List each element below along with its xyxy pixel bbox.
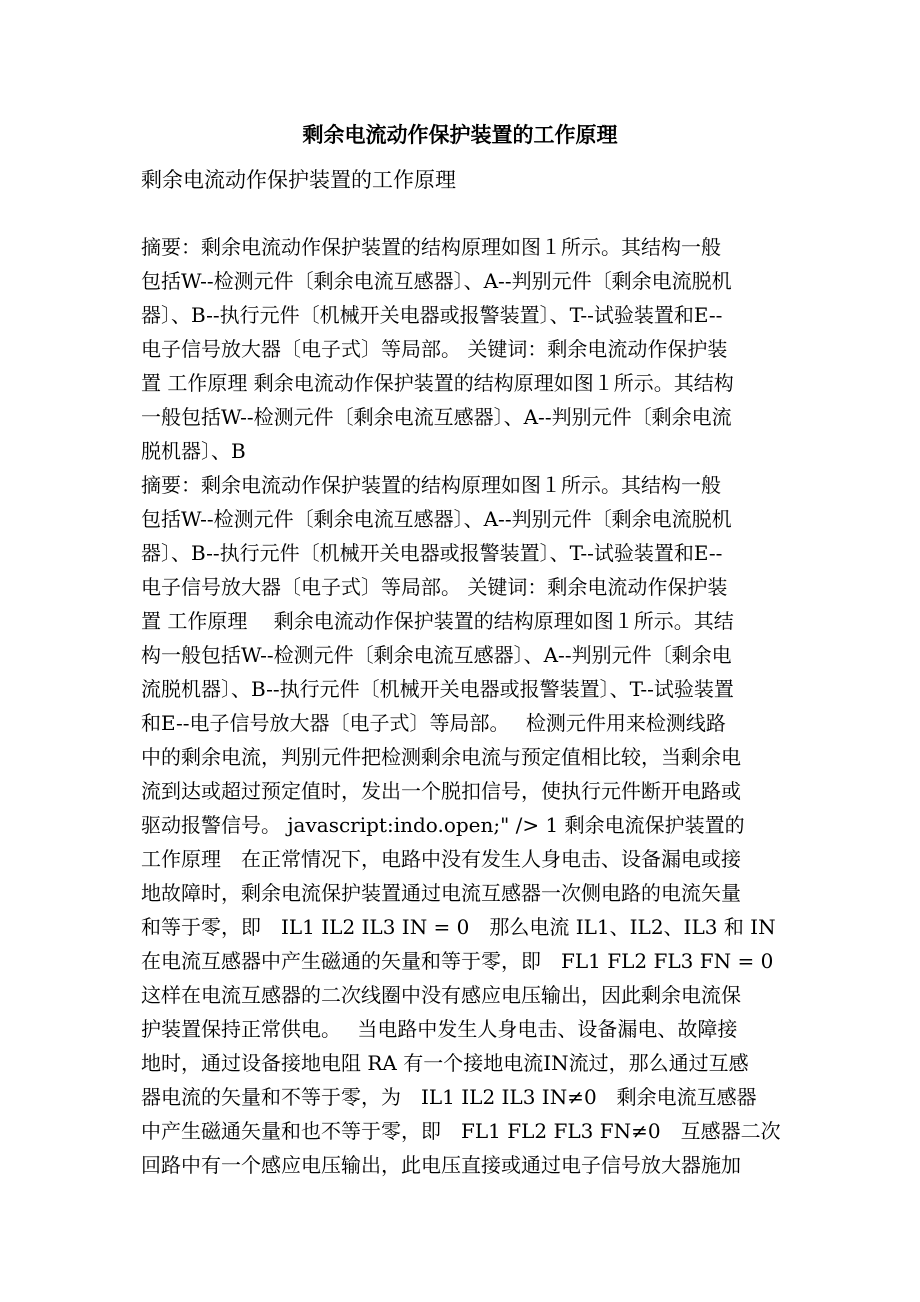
text-line: 器〕、B--执行元件〔机械开关电器或报警装置〕、T--试验装置和E--	[141, 541, 723, 565]
text-line: 一般包括W--检测元件〔剩余电流互感器〕、A--判别元件〔剩余电流	[141, 405, 732, 429]
text-line: 包括W--检测元件〔剩余电流互感器〕、A--判别元件〔剩余电流脱机	[141, 269, 732, 293]
text-line: 流脱机器〕、B--执行元件〔机械开关电器或报警装置〕、T--试验装置	[141, 677, 734, 701]
text-line: 摘要：剩余电流动作保护装置的结构原理如图１所示。其结构一般	[141, 235, 721, 259]
text-line: 脱机器〕、B	[141, 439, 246, 463]
text-line: 置 工作原理 剩余电流动作保护装置的结构原理如图１所示。其结	[141, 609, 734, 633]
text-line: 包括W--检测元件〔剩余电流互感器〕、A--判别元件〔剩余电流脱机	[141, 507, 732, 531]
text-line: 回路中有一个感应电压输出，此电压直接或通过电子信号放大器施加	[141, 1153, 741, 1177]
text-line: 电子信号放大器〔电子式〕等局部。 关键词：剩余电流动作保护装	[141, 337, 728, 361]
text-line: 流到达或超过预定值时，发出一个脱扣信号，使执行元件断开电路或	[141, 779, 741, 803]
abstract-paragraph-1	[141, 230, 791, 468]
document-title: 剩余电流动作保护装置的工作原理	[302, 122, 618, 147]
text-line: 中产生磁通矢量和也不等于零，即 FL1 FL2 FL3 FN≠0 互感器二次	[141, 1119, 781, 1143]
document-subtitle: 剩余电流动作保护装置的工作原理	[141, 168, 456, 192]
text-line: 这样在电流互感器的二次线圈中没有感应电压输出，因此剩余电流保	[141, 983, 741, 1007]
text-line: 护装置保持正常供电。 当电路中发生人身电击、设备漏电、故障接	[141, 1017, 738, 1041]
text-line: 在电流互感器中产生磁通的矢量和等于零，即 FL1 FL2 FL3 FN = 0	[141, 949, 774, 973]
text-line: 和E--电子信号放大器〔电子式〕等局部。 检测元件用来检测线路	[141, 711, 726, 735]
text-line: 地时，通过设备接地电阻 RA 有一个接地电流IN流过，那么通过互感	[141, 1051, 749, 1075]
text-line: 驱动报警信号。 javascript:indo.open;" /> 1 剩余电流保护装置的	[141, 813, 745, 837]
text-line: 电子信号放大器〔电子式〕等局部。 关键词：剩余电流动作保护装	[141, 575, 728, 599]
text-line: 置 工作原理 剩余电流动作保护装置的结构原理如图１所示。其结构	[141, 371, 734, 395]
text-line: 器电流的矢量和不等于零，为 IL1 IL2 IL3 IN≠0 剩余电流互感器	[141, 1085, 757, 1109]
text-line: 摘要：剩余电流动作保护装置的结构原理如图１所示。其结构一般	[141, 473, 721, 497]
text-line: 工作原理 在正常情况下，电路中没有发生人身电击、设备漏电或接	[141, 847, 741, 871]
text-line: 中的剩余电流，判别元件把检测剩余电流与预定值相比较，当剩余电	[141, 745, 741, 769]
text-line: 地故障时，剩余电流保护装置通过电流互感器一次侧电路的电流矢量	[141, 881, 741, 905]
body-paragraph-2	[141, 468, 791, 1182]
text-line: 构一般包括W--检测元件〔剩余电流互感器〕、A--判别元件〔剩余电	[141, 643, 732, 667]
text-line: 器〕、B--执行元件〔机械开关电器或报警装置〕、T--试验装置和E--	[141, 303, 723, 327]
text-line: 和等于零，即 IL1 IL2 IL3 IN = 0 那么电流 IL1、IL2、IL3 和 IN	[141, 915, 776, 939]
